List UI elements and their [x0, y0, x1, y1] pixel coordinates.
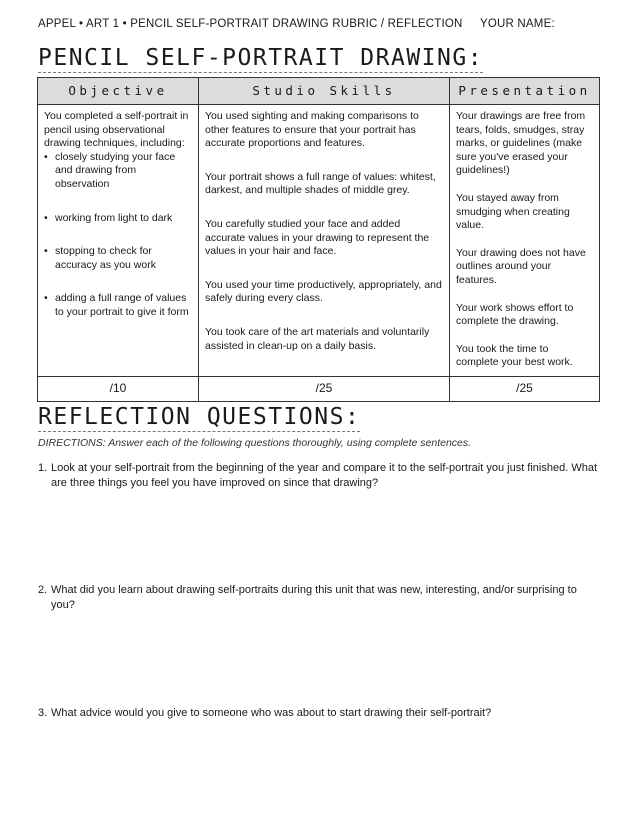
column-header-objective: Objective: [38, 78, 199, 105]
objective-score: /10: [38, 376, 199, 401]
column-header-presentation: Presentation: [450, 78, 600, 105]
studio-skill-item: Your portrait shows a full range of values: whitest, darkest, and multiple shades of middle grey.: [205, 170, 436, 197]
presentation-item: You stayed away from smudging when creating value.: [456, 191, 570, 232]
presentation-item: Your drawing does not have outlines around your features.: [456, 246, 586, 286]
studio-skill-item: You used your time productively, appropriately, and safely during every class.: [205, 278, 442, 305]
presentation-item: Your drawings are free from tears, folds, smudges, stray marks, or guidelines (make sure you've erased your guidelines!): [456, 110, 586, 177]
objective-bullet: • working from light to dark: [44, 212, 192, 226]
objective-bullet: • stopping to check for accuracy as you work: [44, 245, 192, 272]
studio-skills-score: /25: [199, 376, 450, 401]
objective-bullet: • closely studying your face and drawing from observation: [44, 151, 192, 192]
objective-bullet: • adding a full range of values to your portrait to give it form: [44, 292, 192, 319]
column-header-studio-skills: Studio Skills: [199, 78, 450, 105]
studio-skill-item: You used sighting and making comparisons to other features to ensure that your portrait has accurate proportions and features.: [205, 110, 419, 150]
rubric-title: PENCIL SELF-PORTRAIT DRAWING:: [38, 45, 484, 71]
question-number: 3.: [38, 707, 48, 719]
your-name-label: YOUR NAME:: [480, 18, 555, 30]
rubric-criteria-row: [38, 105, 600, 377]
directions-text: DIRECTIONS: Answer each of the following questions thoroughly, using complete sentences.: [38, 437, 472, 449]
reflection-question-2: [38, 583, 598, 613]
rubric-score-row: [38, 376, 600, 401]
presentation-score: /25: [450, 376, 600, 401]
rubric-header-row: [38, 78, 600, 105]
question-text: What did you learn about drawing self-portraits during this unit that was new, interesting, and/or surprising to you?: [51, 584, 577, 611]
studio-skills-cell: [199, 105, 450, 377]
presentation-item: You took the time to complete your best work.: [456, 342, 573, 369]
page-header: [38, 18, 598, 30]
question-text: Look at your self-portrait from the beginning of the year and compare it to the self-portrait you just finished. What are three things you feel you have improved on since that drawing?: [51, 462, 598, 489]
reflection-title: REFLECTION QUESTIONS:: [38, 404, 361, 430]
studio-skill-item: You carefully studied your face and added accurate values in your drawing to represent the values in your hair and face.: [205, 217, 430, 258]
question-number: 1.: [38, 462, 48, 474]
presentation-item: Your work shows effort to complete the drawing.: [456, 301, 574, 328]
objective-intro: You completed a self-portrait in pencil using observational drawing techniques, including:: [44, 110, 189, 150]
objective-cell: [38, 105, 199, 377]
objective-list: [44, 151, 192, 320]
reflection-question-3: [38, 706, 598, 721]
rubric-table: [37, 77, 600, 402]
reflection-question-1: [38, 461, 598, 491]
question-number: 2.: [38, 584, 48, 596]
presentation-cell: [450, 105, 600, 377]
studio-skill-item: You took care of the art materials and voluntarily assisted in clean-up on a daily basis.: [205, 325, 430, 352]
header-course-title: APPEL • ART 1 • PENCIL SELF-PORTRAIT DRAWING RUBRIC / REFLECTION: [38, 18, 463, 30]
question-text: What advice would you give to someone who was about to start drawing their self-portrait?: [51, 707, 492, 719]
